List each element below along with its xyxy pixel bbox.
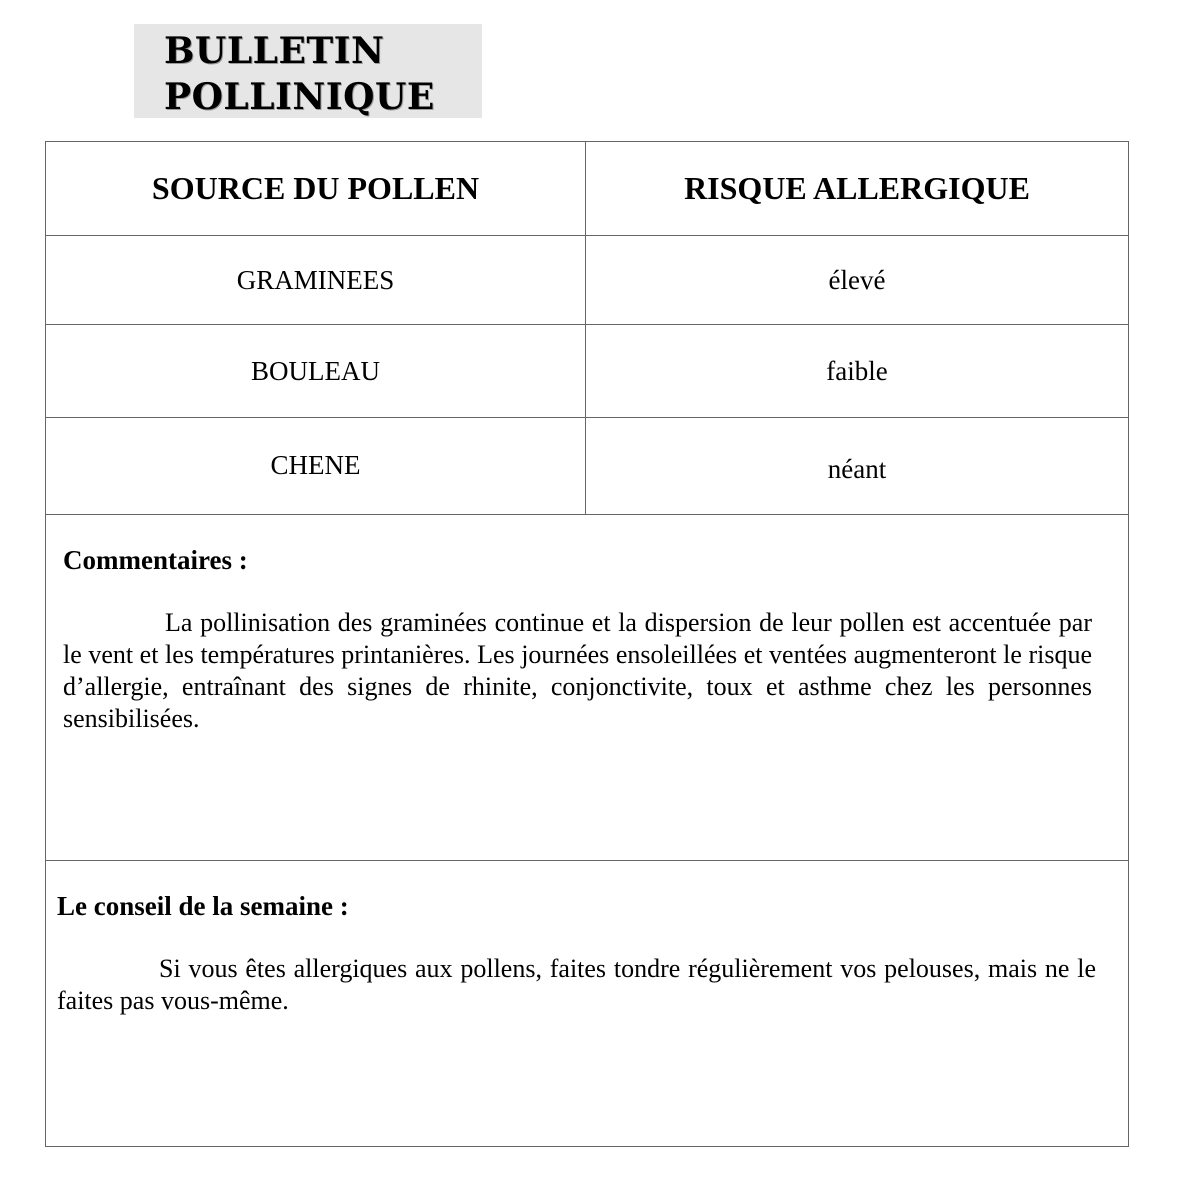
pollen-source-cell: BOULEAU	[46, 325, 586, 417]
comments-label: Commentaires :	[63, 545, 248, 575]
header-pollen-source: SOURCE DU POLLEN	[46, 142, 586, 235]
allergic-risk-cell: néant	[827, 454, 887, 484]
bulletin-title	[134, 24, 482, 118]
header-allergic-risk: RISQUE ALLERGIQUE	[684, 170, 1030, 206]
comments-text: La pollinisation des graminées continue et la dispersion de leur pollen est accentuée par le vent et les températures printanières. Les journées ensoleillées et ventées augmenteront le risque d’allergie, entraînant des signes de rhinite, conjonctivite, toux et asthme chez les personnes sensibilisées.	[63, 608, 1092, 733]
table-row	[46, 325, 1128, 418]
weekly-advice-section	[46, 861, 1128, 1146]
pollen-source-cell: CHENE	[46, 418, 586, 514]
comments-section	[46, 515, 1128, 861]
pollen-source-cell: GRAMINEES	[46, 236, 586, 324]
advice-text: Si vous êtes allergiques aux pollens, faites tondre régulièrement vos pelouses, mais ne le faites pas vous-même.	[57, 954, 1096, 1015]
title-line-2: POLLINIQUE	[164, 76, 435, 118]
title-line-1: BULLETIN	[164, 30, 385, 72]
advice-label: Le conseil de la semaine :	[57, 891, 349, 921]
pollen-bulletin-table	[45, 141, 1129, 1147]
allergic-risk-cell: faible	[826, 355, 888, 386]
table-header-row	[46, 142, 1128, 236]
table-row	[46, 418, 1128, 515]
allergic-risk-cell: élevé	[828, 264, 886, 295]
table-row	[46, 236, 1128, 325]
